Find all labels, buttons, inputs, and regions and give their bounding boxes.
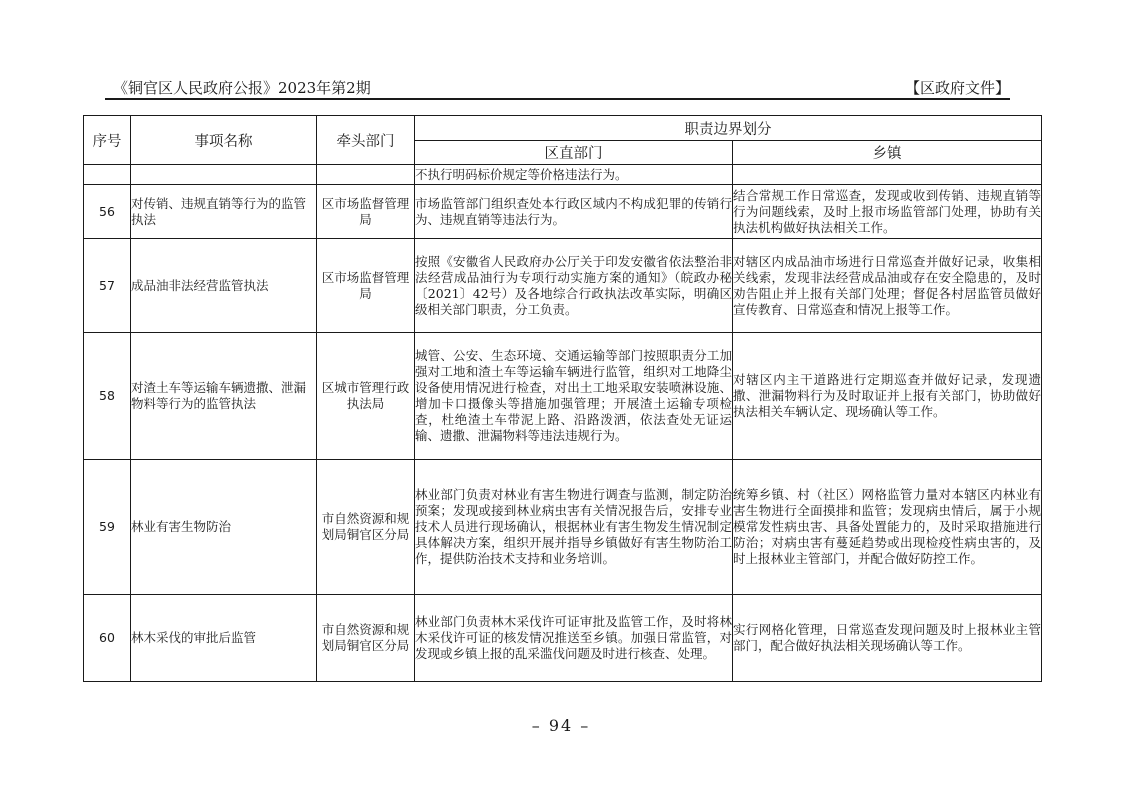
row-item: 成品油非法经营监管执法	[131, 239, 317, 333]
row-district: 林业部门负责林木采伐许可证审批及监管工作，及时将林木采伐许可证的核发情况推送至乡镇。加强日常监管，对发现或乡镇上报的乱采滥伐问题及时进行核查、处理。	[415, 595, 733, 682]
row-no: 59	[84, 460, 131, 595]
row-item: 对传销、违规直销等行为的监管执法	[131, 185, 317, 239]
row-no: 57	[84, 239, 131, 333]
row-district: 市场监管部门组织查处本行政区域内不构成犯罪的传销行为、违规直销等违法行为。	[415, 185, 733, 239]
continuation-text: 不执行明码标价规定等价格违法行为。	[415, 165, 733, 185]
col-header-town: 乡镇	[733, 141, 1042, 165]
row-item: 对渣土车等运输车辆遗撒、泄漏物料等行为的监管执法	[131, 333, 317, 460]
responsibility-table	[83, 115, 1042, 682]
row-no: 56	[84, 185, 131, 239]
row-lead: 区城市管理行政执法局	[317, 333, 415, 460]
row-town: 统筹乡镇、村（社区）网格监管力量对本辖区内林业有害生物进行全面摸排和监管；发现病虫情后，属于小规模常发性病虫害、具备处置能力的，及时采取措施进行防治；对病虫害有蔓延趋势或出现检疫性病虫害的，及时上报林业主管部门，并配合做好防控工作。	[733, 460, 1042, 595]
page-header	[105, 74, 1010, 98]
table-row	[84, 185, 1042, 239]
row-town: 实行网格化管理，日常巡查发现问题及时上报林业主管部门，配合做好执法相关现场确认等工作。	[733, 595, 1042, 682]
row-district: 林业部门负责对林业有害生物进行调查与监测，制定防治预案；发现或接到林业病虫害有关情况报告后，安排专业技术人员进行现场确认，根据林业有害生物发生情况制定具体解决方案，组织开展并指导乡镇做好有害生物防治工作，提供防治技术支持和业务培训。	[415, 460, 733, 595]
row-lead: 市自然资源和规划局铜官区分局	[317, 595, 415, 682]
continuation-lead	[317, 165, 415, 185]
row-item: 林业有害生物防治	[131, 460, 317, 595]
col-header-district: 区直部门	[415, 141, 733, 165]
col-header-no: 序号	[84, 116, 131, 165]
row-lead: 市自然资源和规划局铜官区分局	[317, 460, 415, 595]
row-town: 结合常规工作日常巡查，发现或收到传销、违规直销等行为问题线索，及时上报市场监管部门处理，协助有关执法机构做好执法相关工作。	[733, 185, 1042, 239]
continuation-town	[733, 165, 1042, 185]
row-town: 对辖区内主干道路进行定期巡查并做好记录，发现遗撒、泄漏物料行为及时取证并上报有关部门，协助做好执法相关车辆认定、现场确认等工作。	[733, 333, 1042, 460]
row-district: 城管、公安、生态环境、交通运输等部门按照职责分工加强对工地和渣土车等运输车辆进行监管，组织对工地降尘设备使用情况进行检查，对出土工地采取安装喷淋设施、增加卡口摄像头等措施加强管理；开展渣土运输专项检查，杜绝渣土车带泥上路、沿路泼洒，依法查处无证运输、遗撒、泄漏物料等违法违规行为。	[415, 333, 733, 460]
continuation-no	[84, 165, 131, 185]
header-rule	[105, 98, 1010, 100]
header-row-top	[84, 116, 1042, 141]
page-number: – 94 –	[531, 716, 591, 735]
bulletin-title: 《铜官区人民政府公报》2023年第2期	[113, 79, 371, 97]
col-header-lead: 牵头部门	[317, 116, 415, 165]
col-header-division: 职责边界划分	[415, 116, 1042, 141]
table-row	[84, 239, 1042, 333]
row-town: 对辖区内成品油市场进行日常巡查并做好记录，收集相关线索，发现非法经营成品油或存在安全隐患的，及时劝告阻止并上报有关部门处理；督促各村居监管员做好宣传教育、日常巡查和情况上报等工作。	[733, 239, 1042, 333]
table-row	[84, 460, 1042, 595]
continuation-row	[84, 165, 1042, 185]
row-no: 60	[84, 595, 131, 682]
continuation-item	[131, 165, 317, 185]
row-district: 按照《安徽省人民政府办公厅关于印发安徽省依法整治非法经营成品油行为专项行动实施方案的通知》（皖政办秘〔2021〕42号）及各地综合行政执法改革实际，明确区级相关部门职责，分工负责。	[415, 239, 733, 333]
table-row	[84, 333, 1042, 460]
row-item: 林木采伐的审批后监管	[131, 595, 317, 682]
col-header-item: 事项名称	[131, 116, 317, 165]
row-no: 58	[84, 333, 131, 460]
table-row	[84, 595, 1042, 682]
row-lead: 区市场监督管理局	[317, 185, 415, 239]
row-lead: 区市场监督管理局	[317, 239, 415, 333]
section-label: 【区政府文件】	[904, 79, 1010, 97]
